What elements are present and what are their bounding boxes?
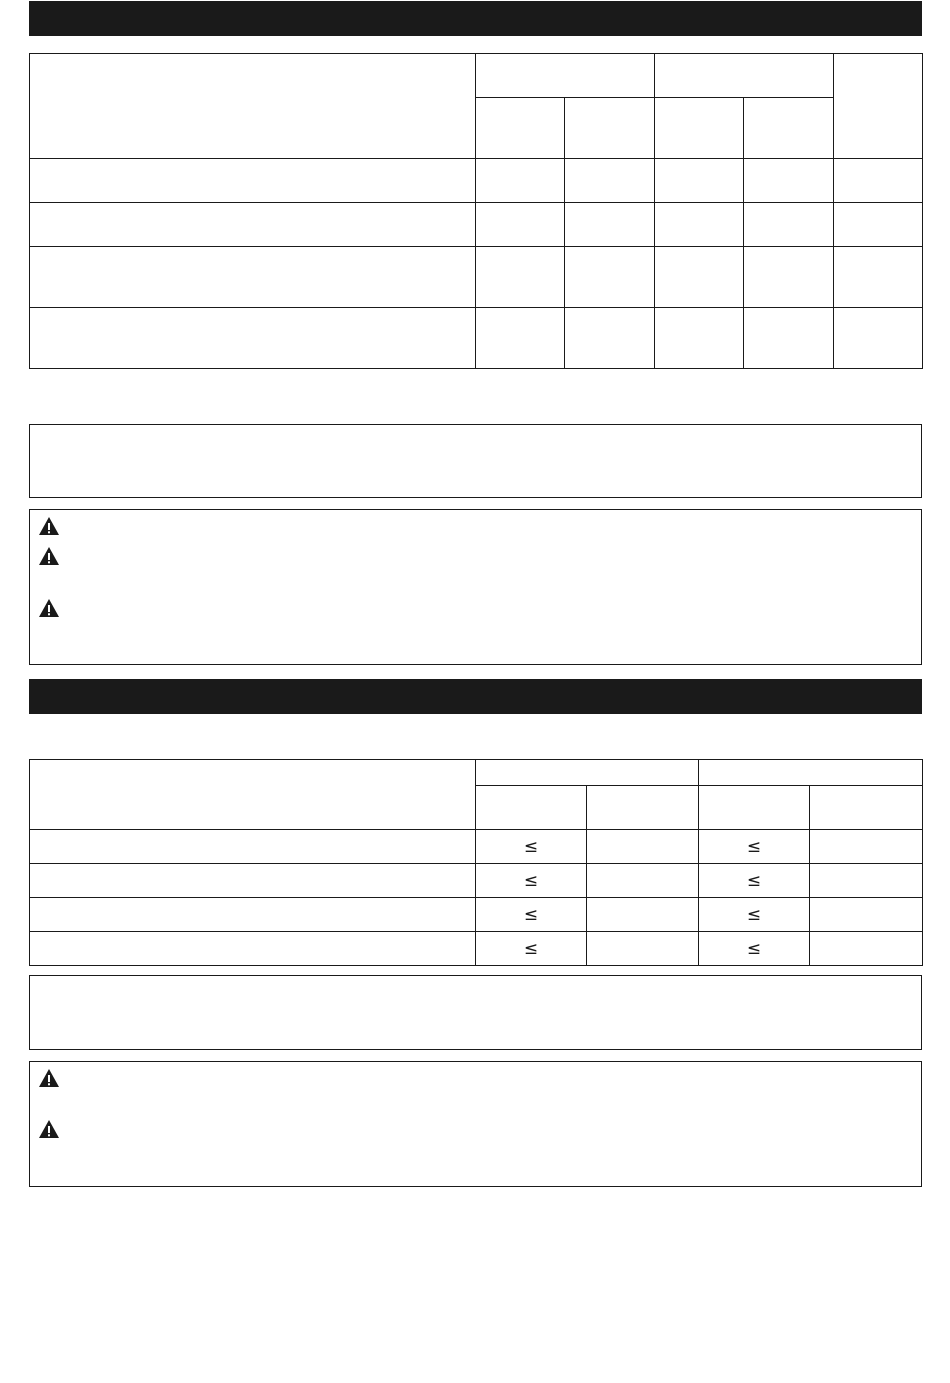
table-cell bbox=[655, 203, 744, 247]
table-cell bbox=[699, 786, 810, 830]
table-cell bbox=[834, 159, 923, 203]
table-cell bbox=[744, 247, 834, 308]
table-row bbox=[30, 203, 923, 247]
table-cell bbox=[655, 247, 744, 308]
less-equal-sign: ≤ bbox=[746, 938, 762, 959]
table-cell bbox=[699, 830, 810, 864]
table-cell bbox=[810, 786, 923, 830]
table-cell bbox=[30, 247, 476, 308]
table-cell bbox=[744, 159, 834, 203]
warning-triangle-icon bbox=[38, 516, 60, 536]
warning-triangle-icon bbox=[38, 1068, 60, 1088]
warning-box-1 bbox=[29, 509, 922, 665]
table-row bbox=[30, 932, 923, 966]
table-cell bbox=[699, 760, 923, 786]
spec-table-1 bbox=[29, 53, 923, 369]
table-cell bbox=[834, 247, 923, 308]
table-cell bbox=[476, 308, 565, 369]
table-cell bbox=[744, 203, 834, 247]
table-cell bbox=[30, 203, 476, 247]
spec-table-2 bbox=[29, 759, 923, 966]
table-cell bbox=[476, 54, 655, 98]
table-cell bbox=[565, 98, 655, 159]
table-cell bbox=[30, 830, 476, 864]
warning-box-2 bbox=[29, 1061, 922, 1187]
table-cell bbox=[476, 98, 565, 159]
note-box-1 bbox=[29, 424, 922, 498]
table-cell bbox=[810, 898, 923, 932]
table-cell bbox=[587, 932, 699, 966]
table-row bbox=[30, 864, 923, 898]
table-cell bbox=[587, 830, 699, 864]
table-row bbox=[30, 159, 923, 203]
table-cell bbox=[30, 308, 476, 369]
table-cell bbox=[476, 159, 565, 203]
table-cell bbox=[565, 203, 655, 247]
table-cell bbox=[834, 54, 923, 159]
table-cell bbox=[30, 932, 476, 966]
table-cell bbox=[810, 932, 923, 966]
table-cell bbox=[565, 247, 655, 308]
table-cell bbox=[744, 308, 834, 369]
less-equal-sign: ≤ bbox=[746, 870, 762, 891]
table-row bbox=[30, 54, 923, 98]
table-cell bbox=[565, 159, 655, 203]
table-row bbox=[30, 760, 923, 786]
table-cell bbox=[476, 932, 587, 966]
less-equal-sign: ≤ bbox=[523, 938, 539, 959]
table-cell bbox=[476, 203, 565, 247]
table-cell bbox=[834, 203, 923, 247]
table-cell bbox=[655, 54, 834, 98]
table-cell bbox=[699, 932, 810, 966]
table-cell bbox=[587, 864, 699, 898]
table-cell bbox=[476, 898, 587, 932]
table-cell bbox=[744, 98, 834, 159]
table-row bbox=[30, 308, 923, 369]
warning-triangle-icon bbox=[38, 1119, 60, 1139]
table-cell bbox=[587, 898, 699, 932]
table-cell bbox=[834, 308, 923, 369]
less-equal-sign: ≤ bbox=[746, 836, 762, 857]
table-cell bbox=[810, 864, 923, 898]
table-cell bbox=[810, 830, 923, 864]
table-row bbox=[30, 898, 923, 932]
section-header-bar-1 bbox=[29, 1, 922, 36]
less-equal-sign: ≤ bbox=[523, 836, 539, 857]
table-cell bbox=[476, 247, 565, 308]
warning-triangle-icon bbox=[38, 546, 60, 566]
table-cell bbox=[655, 159, 744, 203]
less-equal-sign: ≤ bbox=[523, 904, 539, 925]
warning-triangle-icon bbox=[38, 598, 60, 618]
table-cell bbox=[655, 308, 744, 369]
table-cell bbox=[655, 98, 744, 159]
table-cell bbox=[699, 898, 810, 932]
table-cell bbox=[476, 786, 587, 830]
table-cell bbox=[476, 760, 699, 786]
less-equal-sign: ≤ bbox=[523, 870, 539, 891]
less-equal-sign: ≤ bbox=[746, 904, 762, 925]
table-row bbox=[30, 830, 923, 864]
table-cell bbox=[476, 864, 587, 898]
table-cell bbox=[30, 760, 476, 830]
table-cell bbox=[565, 308, 655, 369]
table-cell bbox=[30, 898, 476, 932]
table-cell bbox=[699, 864, 810, 898]
table-cell bbox=[476, 830, 587, 864]
table-cell bbox=[30, 159, 476, 203]
table-cell bbox=[587, 786, 699, 830]
table-row bbox=[30, 247, 923, 308]
section-header-bar-2 bbox=[29, 679, 922, 714]
table-cell bbox=[30, 54, 476, 159]
table-cell bbox=[30, 864, 476, 898]
note-box-2 bbox=[29, 975, 922, 1050]
